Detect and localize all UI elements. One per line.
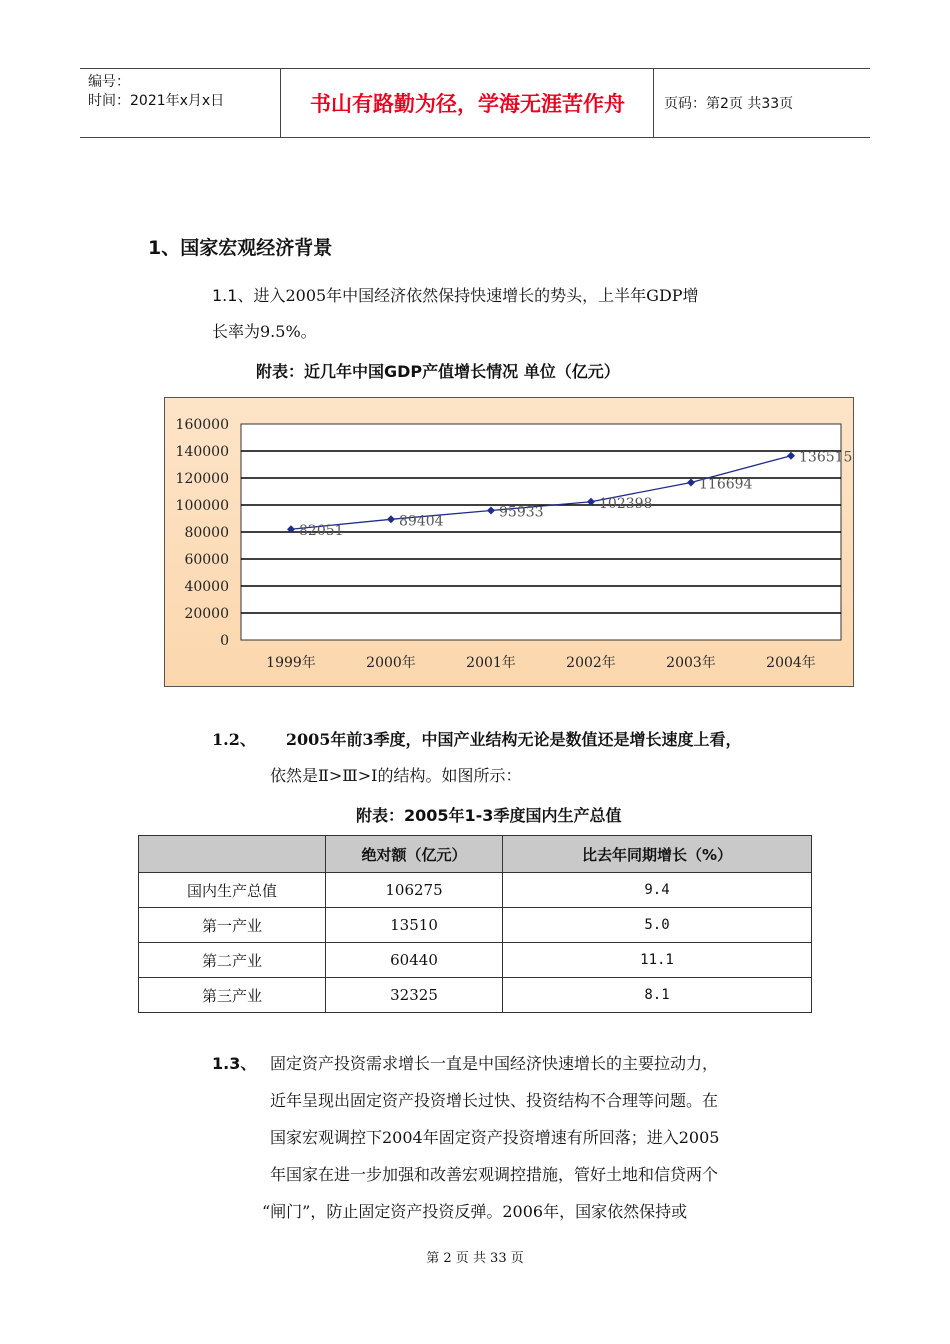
x-tick-label: 2000年 (366, 655, 416, 671)
x-tick-label: 2004年 (766, 655, 816, 671)
paragraph-1-3-line: 国家宏观调控下2004年固定资产投资增速有所回落；进入2005 (270, 1128, 720, 1147)
paragraph-1-1-number: 1.1、 (212, 286, 254, 305)
data-label: 89404 (399, 513, 444, 530)
header-meta-cell (80, 69, 281, 137)
paragraph-1-1-line1: 进入2005年中国经济依然保持快速增长的势头，上半年GDP增 (253, 286, 699, 305)
paragraph-1-2 (212, 722, 742, 758)
table-header-cell (139, 836, 326, 873)
paragraph-1-1-line2: 长率为9.5%。 (212, 322, 317, 341)
y-tick-label: 20000 (184, 606, 229, 622)
paragraph-1-2-line1: 2005年前3季度，中国产业结构无论是数值还是增长速度上看， (285, 730, 742, 749)
table-cell: 11.1 (503, 943, 812, 978)
paragraph-1-3-line: 固定资产投资需求增长一直是中国经济快速增长的主要拉动力， (270, 1054, 719, 1073)
paragraph-1-3-line: 年国家在进一步加强和改善宏观调控措施，管好土地和信贷两个 (270, 1165, 719, 1184)
document-date-label: 时间：2021年x月x日 (88, 93, 225, 109)
table-cell: 国内生产总值 (139, 873, 326, 908)
y-tick-label: 60000 (184, 552, 229, 568)
paragraph-1-2-line2: 依然是Ⅱ>Ⅲ>Ⅰ的结构。如图所示： (270, 766, 522, 785)
table-caption: 附表：2005年1-3季度国内生产总值 (356, 806, 622, 825)
document-number-label: 编号： (88, 74, 130, 90)
table-row (139, 908, 812, 943)
data-label: 136515 (799, 449, 853, 466)
x-tick-label: 2002年 (566, 655, 616, 671)
table-row (139, 978, 812, 1013)
data-label: 116694 (699, 476, 753, 493)
table-header-cell: 比去年同期增长（%） (503, 836, 812, 873)
table-cell: 9.4 (503, 873, 812, 908)
table-cell: 第二产业 (139, 943, 326, 978)
data-label: 102398 (599, 495, 653, 512)
table-header-cell: 绝对额（亿元） (326, 836, 503, 873)
table-cell: 32325 (326, 978, 503, 1013)
data-label: 82051 (299, 523, 344, 540)
paragraph-1-3-line: 近年呈现出固定资产投资增长过快、投资结构不合理等问题。在 (270, 1091, 719, 1110)
page-header (80, 68, 870, 138)
gdp-chart-svg (165, 398, 855, 688)
header-page-info: 页码：第2页 共33页 (664, 96, 794, 112)
x-tick-label: 2003年 (666, 655, 716, 671)
header-motto: 书山有路勤为径，学海无涯苦作舟 (282, 69, 654, 137)
paragraph-1-3-line: “闸门”，防止固定资产投资反弹。2006年，国家依然保持或 (262, 1202, 688, 1221)
table-header-row (139, 836, 812, 873)
gdp-chart (164, 397, 854, 687)
y-tick-label: 0 (220, 633, 229, 649)
y-tick-label: 140000 (175, 444, 229, 460)
table-cell: 5.0 (503, 908, 812, 943)
paragraph-1-1 (212, 278, 699, 314)
y-tick-label: 120000 (175, 471, 229, 487)
data-label: 95933 (499, 504, 544, 521)
y-tick-label: 80000 (184, 525, 229, 541)
chart-caption: 附表：近几年中国GDP产值增长情况 单位（亿元） (256, 362, 620, 381)
section-title: 1、国家宏观经济背景 (148, 237, 333, 259)
y-tick-label: 160000 (175, 417, 229, 433)
table-cell: 第一产业 (139, 908, 326, 943)
y-tick-label: 40000 (184, 579, 229, 595)
table-cell: 13510 (326, 908, 503, 943)
y-tick-label: 100000 (175, 498, 229, 514)
x-tick-label: 2001年 (466, 655, 516, 671)
table-cell: 106275 (326, 873, 503, 908)
paragraph-1-3-number: 1.3、 (212, 1054, 257, 1073)
table-cell: 60440 (326, 943, 503, 978)
table-row (139, 873, 812, 908)
paragraph-1-2-number: 1.2、 (212, 730, 256, 749)
table-cell: 第三产业 (139, 978, 326, 1013)
gdp-quarter-table (138, 835, 812, 1013)
table-row (139, 943, 812, 978)
page-footer: 第 2 页 共 33 页 (426, 1251, 524, 1266)
x-tick-label: 1999年 (266, 655, 316, 671)
table-cell: 8.1 (503, 978, 812, 1013)
